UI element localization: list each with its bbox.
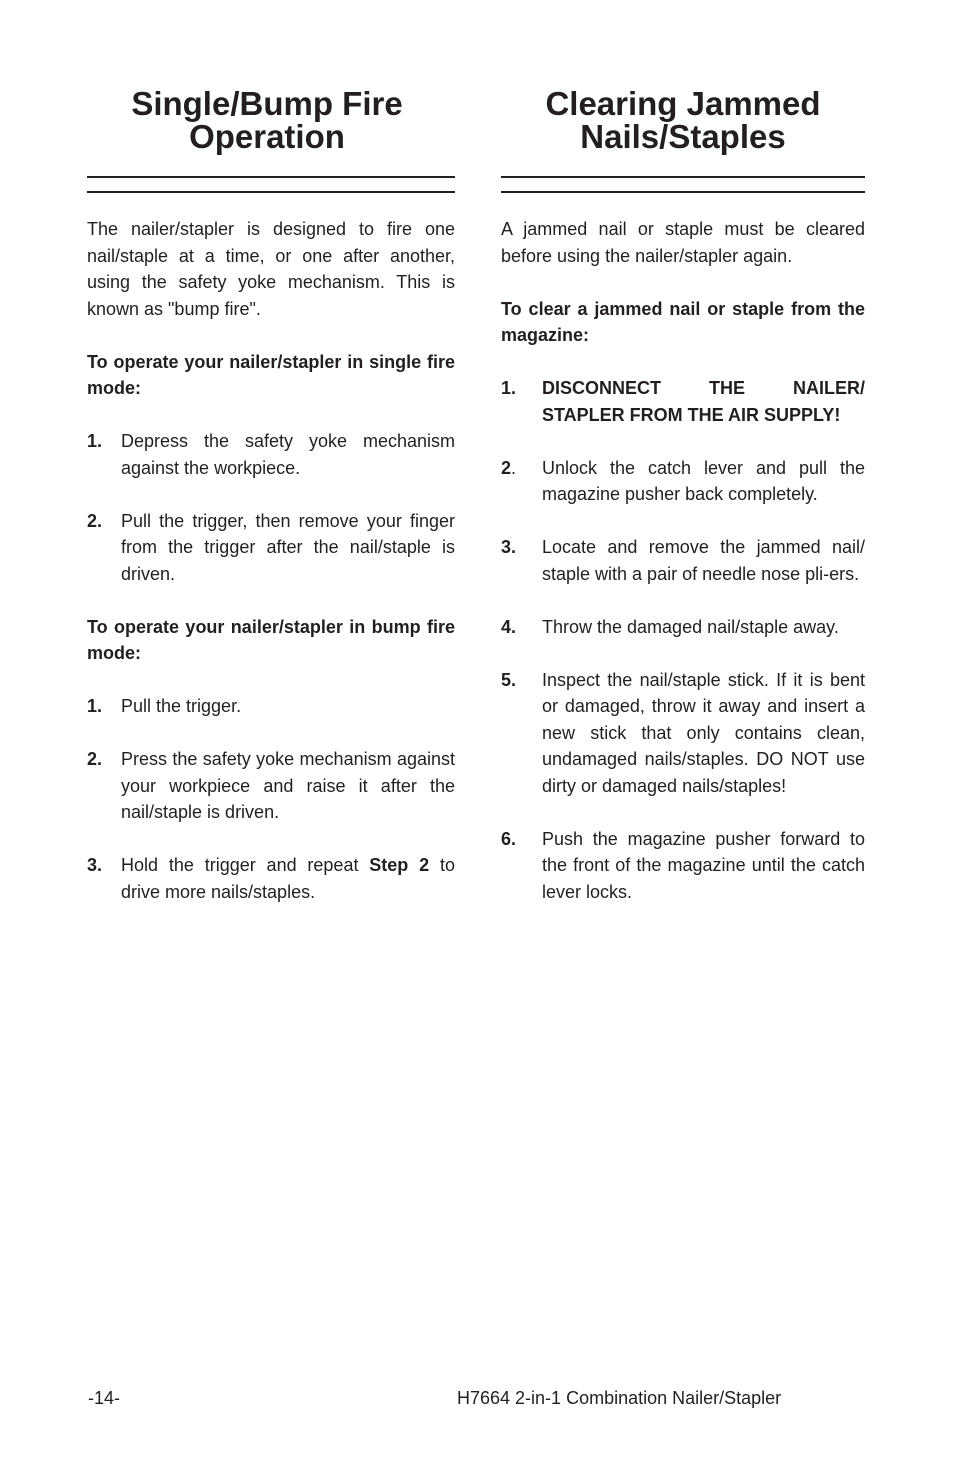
step-number-digit: 2 — [501, 457, 512, 478]
step-text: Press the safety yoke mechanism against your workpiece and raise it after the nail/staple is driven. — [121, 749, 455, 822]
title-rule-bottom — [501, 191, 865, 193]
clear-step-4 — [501, 614, 865, 641]
step-text: DISCONNECT THE NAILER/ STAPLER FROM THE AIR SUPPLY! — [542, 378, 865, 425]
single-step-2 — [87, 508, 455, 588]
step-number: 3. — [87, 855, 103, 875]
step-number: 2. — [501, 457, 517, 478]
title-line-2: Nails/Staples — [580, 118, 786, 155]
step-text: Push the magazine pusher forward to the front of the magazine until the catch lever locks. — [542, 828, 865, 902]
title-rule-bottom — [87, 191, 455, 193]
section-title — [83, 87, 451, 153]
intro-paragraph: A jammed nail or staple must be cleared before using the nailer/stapler again. — [501, 219, 865, 266]
page-number: -14- — [88, 1388, 121, 1408]
single-step-1 — [87, 428, 455, 481]
step-number: 4. — [501, 616, 517, 637]
clear-step-3 — [501, 534, 865, 587]
bump-step-1 — [87, 693, 455, 720]
single-fire-heading: To operate your nailer/stapler in single fire mode: — [87, 351, 455, 398]
step-text-start: Hold the trigger and repeat — [121, 855, 370, 875]
step-text: Inspect the nail/staple stick. If it is bent or damaged, throw it away and insert a new stick that only contains clean, undamaged nails/staples. DO NOT use dirty or damaged nails/staples! — [542, 669, 865, 796]
step-text: Locate and remove the jammed nail/ staple with a pair of needle nose pli-ers. — [542, 537, 865, 584]
title-line-2: Operation — [189, 118, 345, 155]
title-line-1: Single/Bump Fire — [131, 85, 403, 122]
manual-title: H7664 2-in-1 Combination Nailer/Stapler — [457, 1388, 782, 1408]
bump-fire-heading: To operate your nailer/stapler in bump fire mode: — [87, 616, 455, 663]
step-text — [121, 852, 455, 905]
bump-step-2 — [87, 746, 455, 826]
clear-step-6 — [501, 826, 865, 906]
step-text: Pull the trigger, then remove your finger from the trigger after the nail/staple is driven. — [121, 510, 455, 584]
title-line-1: Clearing Jammed — [545, 85, 821, 122]
section-body — [501, 216, 865, 932]
step-text: Unlock the catch lever and pull the magazine pusher back completely. — [542, 457, 865, 504]
clear-step-2 — [501, 455, 865, 508]
clear-step-1 — [501, 375, 865, 428]
title-rule-top — [501, 176, 865, 178]
title-rule-top — [87, 176, 455, 178]
step-text: Pull the trigger. — [121, 696, 242, 716]
step-text: Depress the safety yoke mechanism against the workpiece. — [121, 431, 455, 478]
step-number: 1. — [87, 696, 103, 716]
step-number: 5. — [501, 669, 517, 690]
section-title — [501, 87, 865, 153]
step-text-end: to drive more nails/staples. — [121, 855, 455, 902]
step-number: 6. — [501, 828, 517, 849]
step-number: 3. — [501, 537, 517, 557]
intro-paragraph: The nailer/stapler is designed to fire one nail/staple at a time, or one after another, using the safety yoke mechanism. This is known as "bump fire". — [87, 219, 455, 319]
clear-step-5 — [501, 667, 865, 800]
step-number: 2. — [87, 749, 103, 769]
clear-jam-heading: To clear a jammed nail or staple from the magazine: — [501, 298, 865, 345]
bump-step-3 — [87, 852, 455, 905]
step-text: Throw the damaged nail/staple away. — [542, 616, 839, 637]
step-number: 2. — [87, 510, 103, 531]
step-number: 1. — [501, 378, 517, 398]
section-body — [87, 216, 455, 932]
step-number: 1. — [87, 431, 103, 451]
step-reference: Step 2 — [369, 855, 430, 875]
